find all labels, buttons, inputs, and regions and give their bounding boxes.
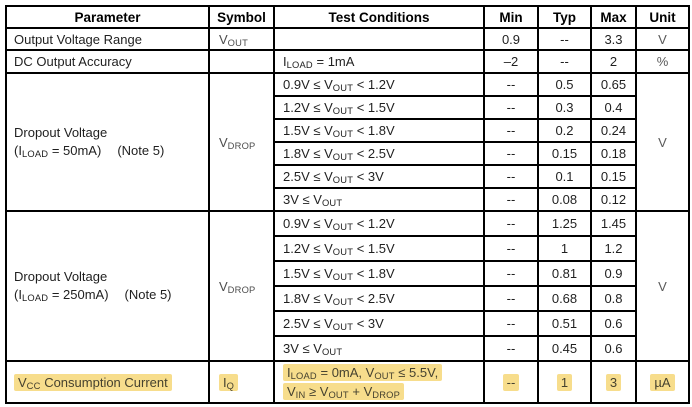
param-cell: DC Output Accuracy: [6, 50, 209, 73]
condition-cell: $0.9V \le V_{OUT} < 1.2V$: [274, 211, 484, 236]
max-cell: 0.8: [591, 286, 636, 311]
condition-cell: $3V \le V_{OUT}$: [274, 336, 484, 361]
typ-cell: 0.68: [538, 286, 591, 311]
param-cell: [6, 361, 209, 403]
unit-cell: V: [636, 28, 689, 50]
condition-cell: $3V \le V_{OUT}$: [274, 188, 484, 211]
max-cell: 0.6: [591, 336, 636, 361]
unit-cell: V: [636, 211, 689, 361]
row-dc-output-accuracy: [6, 50, 689, 73]
max-cell: 1.45: [591, 211, 636, 236]
unit-cell: V: [636, 73, 689, 211]
col-header-parameter: Parameter: [6, 6, 209, 28]
unit-cell: %: [636, 50, 689, 73]
min-cell: --: [484, 236, 538, 261]
max-cell: 0.65: [591, 73, 636, 96]
typ-cell: --: [538, 50, 591, 73]
col-header-test-conditions: Test Conditions: [274, 6, 484, 28]
condition-cell: $1.2V \le V_{OUT} < 1.5V$: [274, 236, 484, 261]
header-row: [6, 6, 689, 28]
max-cell: 0.15: [591, 165, 636, 188]
row-output-voltage-range: [6, 28, 689, 50]
condition-cell: $1.2V \le V_{OUT} < 1.5V$: [274, 96, 484, 119]
condition-cell: $1.8V \le V_{OUT} < 2.5V$: [274, 286, 484, 311]
row-vcc-consumption-current: [6, 361, 689, 403]
min-cell: --: [484, 261, 538, 286]
symbol-cell: [209, 361, 274, 403]
electrical-characteristics-table: [5, 5, 690, 404]
condition-cell: $0.9V \le V_{OUT} < 1.2V$: [274, 73, 484, 96]
typ-cell: --: [538, 28, 591, 50]
max-cell: 1.2: [591, 236, 636, 261]
param-title: Dropout Voltage: [14, 125, 108, 141]
col-header-max: Max: [591, 6, 636, 28]
min-cell: --: [484, 311, 538, 336]
min-cell: --: [484, 165, 538, 188]
condition-cell: [274, 361, 484, 403]
max-cell: 0.9: [591, 261, 636, 286]
param-cell-dropout-50: [6, 73, 209, 211]
param-note: (Note 5): [124, 287, 172, 302]
min-cell: --: [484, 211, 538, 236]
typ-cell: 0.1: [538, 165, 591, 188]
typ-cell: 1.25: [538, 211, 591, 236]
max-cell: 0.18: [591, 142, 636, 165]
min-cell: –2: [484, 50, 538, 73]
condition-cell: $2.5V \le V_{OUT} < 3V$: [274, 165, 484, 188]
highlighted-text: 1: [557, 374, 572, 391]
typ-cell: 0.45: [538, 336, 591, 361]
highlighted-text: $I_Q$: [219, 374, 238, 391]
max-cell: 2: [591, 50, 636, 73]
col-header-symbol: Symbol: [209, 6, 274, 28]
symbol-cell: $V_{DROP}$: [209, 211, 274, 361]
typ-cell: [538, 361, 591, 403]
min-cell: --: [484, 142, 538, 165]
condition-cell: $1.5V \le V_{OUT} < 1.8V$: [274, 261, 484, 286]
max-cell: 0.6: [591, 311, 636, 336]
condition-cell: $I_{LOAD} = 1mA$: [274, 50, 484, 73]
typ-cell: 0.3: [538, 96, 591, 119]
min-cell: --: [484, 96, 538, 119]
highlighted-text: --: [503, 374, 520, 391]
param-load-condition: $(I_{LOAD} = 250mA)$: [14, 287, 109, 304]
typ-cell: 0.2: [538, 119, 591, 142]
max-cell: 3.3: [591, 28, 636, 50]
param-load-condition: $(I_{LOAD} = 50mA)$: [14, 143, 102, 160]
highlighted-text: $V_{CC}$ Consumption Current: [14, 374, 172, 391]
typ-cell: 0.5: [538, 73, 591, 96]
symbol-cell: $V_{OUT}$: [209, 28, 274, 50]
min-cell: --: [484, 286, 538, 311]
param-note: (Note 5): [117, 143, 165, 158]
unit-cell: [636, 361, 689, 403]
highlighted-text: µA: [650, 374, 674, 391]
param-cell-dropout-250: [6, 211, 209, 361]
typ-cell: 1: [538, 236, 591, 261]
min-cell: 0.9: [484, 28, 538, 50]
highlighted-text: $V_{IN} \ge V_{OUT} + V_{DROP}$: [283, 383, 404, 400]
condition-cell: $1.5V \le V_{OUT} < 1.8V$: [274, 119, 484, 142]
symbol-cell: $V_{DROP}$: [209, 73, 274, 211]
max-cell: [591, 361, 636, 403]
col-header-min: Min: [484, 6, 538, 28]
typ-cell: 0.08: [538, 188, 591, 211]
condition-cell: $1.8V \le V_{OUT} < 2.5V$: [274, 142, 484, 165]
col-header-typ: Typ: [538, 6, 591, 28]
highlighted-text: 3: [606, 374, 621, 391]
param-cell: Output Voltage Range: [6, 28, 209, 50]
min-cell: --: [484, 119, 538, 142]
typ-cell: 0.51: [538, 311, 591, 336]
row-dropout-250-1: [6, 211, 689, 236]
max-cell: 0.12: [591, 188, 636, 211]
min-cell: [484, 361, 538, 403]
min-cell: --: [484, 73, 538, 96]
highlighted-text: $I_{LOAD} = 0mA$, $V_{OUT} \le 5.5V$,: [283, 364, 442, 381]
condition-cell: $2.5V \le V_{OUT} < 3V$: [274, 311, 484, 336]
min-cell: --: [484, 188, 538, 211]
condition-cell: [274, 28, 484, 50]
min-cell: --: [484, 336, 538, 361]
col-header-unit: Unit: [636, 6, 689, 28]
typ-cell: 0.15: [538, 142, 591, 165]
row-dropout-50-1: [6, 73, 689, 96]
max-cell: 0.4: [591, 96, 636, 119]
param-title: Dropout Voltage: [14, 269, 108, 285]
typ-cell: 0.81: [538, 261, 591, 286]
symbol-cell: [209, 50, 274, 73]
max-cell: 0.24: [591, 119, 636, 142]
